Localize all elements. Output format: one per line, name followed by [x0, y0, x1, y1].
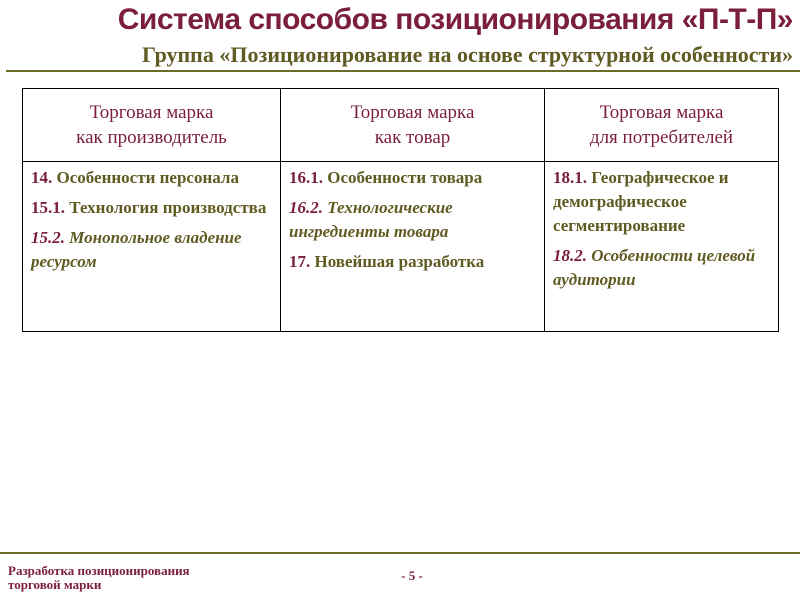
- item-number: 15.1.: [31, 198, 65, 217]
- header-label: Торговая марка как товар: [350, 102, 475, 148]
- positioning-table: [22, 88, 779, 332]
- list-item: [289, 250, 536, 274]
- item-text: Географическое и демографическое сегментирование: [553, 168, 729, 235]
- list-item: [289, 196, 536, 244]
- header-cell-consumers: [545, 89, 779, 162]
- page-number: - 5 -: [401, 568, 423, 583]
- item-text: Особенности товара: [323, 168, 483, 187]
- list-item: [289, 166, 536, 190]
- item-number: 16.1.: [289, 168, 323, 187]
- list-item: [553, 166, 770, 238]
- column-consumers: [545, 162, 779, 332]
- item-text: Особенности персонала: [52, 168, 239, 187]
- header-cell-producer: [23, 89, 281, 162]
- header-label: Торговая марка для потребителей: [589, 102, 734, 148]
- footer-divider: [0, 552, 800, 554]
- item-number: 18.2.: [553, 246, 587, 265]
- header-cell-product: [281, 89, 545, 162]
- item-number: 16.2.: [289, 198, 323, 217]
- slide-title: Система способов позиционирования «П-Т-П»: [117, 3, 793, 36]
- table-row: [23, 162, 779, 332]
- item-number: 18.1.: [553, 168, 587, 187]
- header-divider: [6, 70, 800, 72]
- table-header-row: [23, 89, 779, 162]
- item-number: 15.2.: [31, 228, 65, 247]
- header-label: Торговая марка как производитель: [76, 102, 227, 148]
- list-item: [31, 196, 272, 220]
- slide-subtitle: Группа «Позиционирование на основе структурной особенности»: [141, 42, 793, 67]
- list-item: [31, 166, 272, 190]
- list-item: [31, 226, 272, 274]
- item-text: Технология производства: [65, 198, 267, 217]
- item-text: Новейшая разработка: [310, 252, 485, 271]
- footer-caption: Разработка позиционирования торговой марки: [8, 563, 190, 592]
- item-number: 14.: [31, 168, 53, 187]
- item-number: 17.: [289, 252, 311, 271]
- column-product: [281, 162, 545, 332]
- item-text: Монопольное владение ресурсом: [31, 228, 242, 271]
- item-text: Особенности целевой аудитории: [553, 246, 756, 289]
- item-text: Технологические ингредиенты товара: [289, 198, 453, 241]
- column-producer: [23, 162, 281, 332]
- list-item: [553, 244, 770, 292]
